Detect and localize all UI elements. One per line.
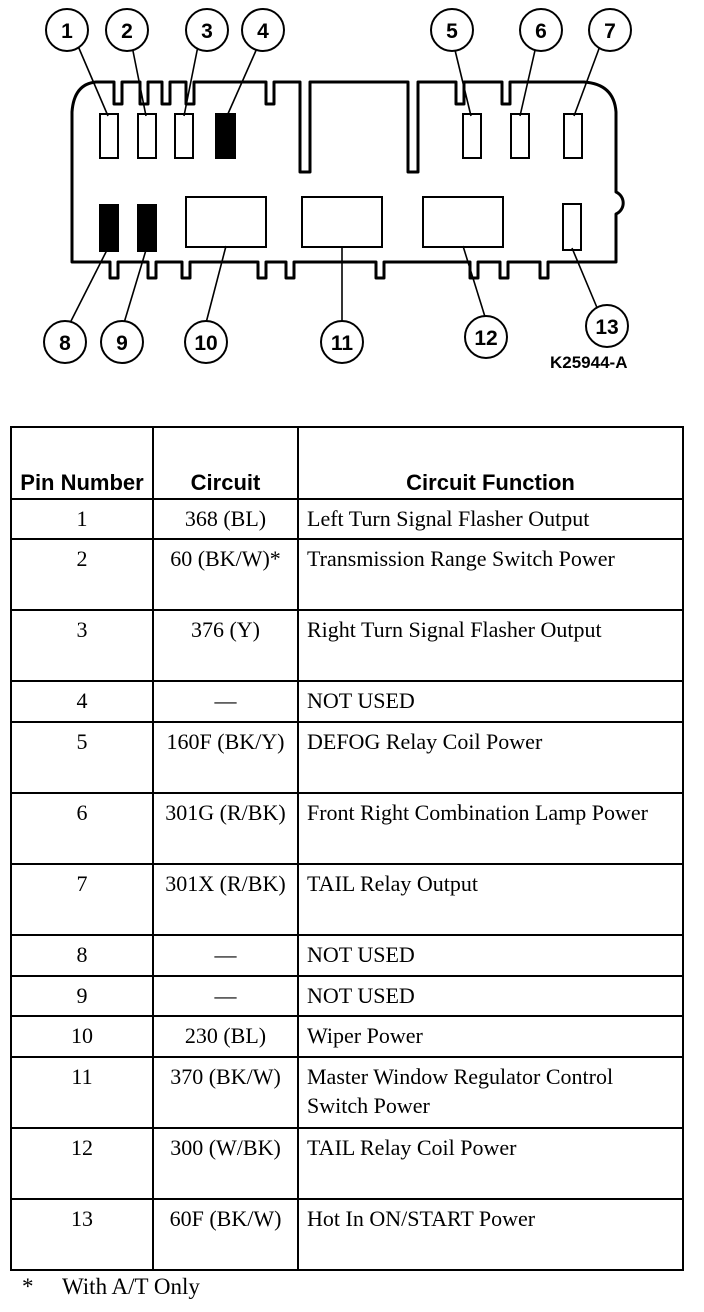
cell-pin: 1 — [11, 499, 153, 539]
callout-9: 9 — [116, 332, 128, 355]
cell-pin: 10 — [11, 1016, 153, 1057]
cell-function: Wiper Power — [298, 1016, 683, 1057]
table-row — [11, 1128, 683, 1199]
terminal-2 — [138, 114, 156, 158]
callout-10: 10 — [194, 332, 218, 355]
cell-circuit: 301G (R/BK) — [153, 793, 298, 864]
terminal-9 — [138, 205, 156, 251]
callout-1: 1 — [61, 20, 73, 43]
terminal-7 — [564, 114, 582, 158]
table-row — [11, 681, 683, 722]
figure-id: K25944-A — [550, 353, 628, 372]
callout-13: 13 — [595, 316, 619, 339]
table-row — [11, 1016, 683, 1057]
header-circuit: Circuit — [153, 427, 298, 499]
callout-2: 2 — [121, 20, 133, 43]
terminal-4 — [216, 114, 235, 158]
terminal-13 — [563, 204, 581, 250]
callout-7: 7 — [604, 20, 616, 43]
terminal-1 — [100, 114, 118, 158]
table-row — [11, 539, 683, 610]
cell-pin: 7 — [11, 864, 153, 935]
cell-pin: 5 — [11, 722, 153, 793]
cell-circuit: — — [153, 976, 298, 1016]
footnote-text: With A/T Only — [62, 1274, 200, 1299]
terminal-8 — [100, 205, 118, 251]
cell-circuit: 370 (BK/W) — [153, 1057, 298, 1128]
cell-pin: 13 — [11, 1199, 153, 1270]
table-row — [11, 499, 683, 539]
cell-pin: 3 — [11, 610, 153, 681]
cell-pin: 2 — [11, 539, 153, 610]
table-row — [11, 976, 683, 1016]
cell-pin: 4 — [11, 681, 153, 722]
cell-circuit: 301X (R/BK) — [153, 864, 298, 935]
callout-circles — [44, 9, 631, 363]
cell-circuit: 60 (BK/W)* — [153, 539, 298, 610]
cell-function: Transmission Range Switch Power — [298, 539, 683, 610]
cell-function: NOT USED — [298, 976, 683, 1016]
footnote — [22, 1274, 200, 1300]
cell-circuit: 368 (BL) — [153, 499, 298, 539]
table-row — [11, 610, 683, 681]
pin-table — [10, 426, 684, 1271]
cell-pin: 9 — [11, 976, 153, 1016]
cell-function: Left Turn Signal Flasher Output — [298, 499, 683, 539]
cell-circuit: 160F (BK/Y) — [153, 722, 298, 793]
cell-pin: 12 — [11, 1128, 153, 1199]
table-row — [11, 1199, 683, 1270]
table-row — [11, 1057, 683, 1128]
cell-function: TAIL Relay Output — [298, 864, 683, 935]
table-row — [11, 793, 683, 864]
cell-circuit: 60F (BK/W) — [153, 1199, 298, 1270]
terminal-3 — [175, 114, 193, 158]
table-row — [11, 864, 683, 935]
cell-function: Right Turn Signal Flasher Output — [298, 610, 683, 681]
callout-12: 12 — [474, 327, 498, 350]
terminal-5 — [463, 114, 481, 158]
cell-circuit: — — [153, 935, 298, 976]
cell-function: DEFOG Relay Coil Power — [298, 722, 683, 793]
cell-function: Hot In ON/START Power — [298, 1199, 683, 1270]
cell-function: NOT USED — [298, 935, 683, 976]
callout-5: 5 — [446, 20, 458, 43]
callout-4: 4 — [257, 20, 269, 43]
cell-function: Master Window Regulator Control Switch Power — [298, 1057, 683, 1128]
terminal-6 — [511, 114, 529, 158]
cell-circuit: 376 (Y) — [153, 610, 298, 681]
callout-8: 8 — [59, 332, 71, 355]
cell-function: NOT USED — [298, 681, 683, 722]
header-circuit-function: Circuit Function — [298, 427, 683, 499]
terminal-10 — [186, 197, 266, 247]
cell-circuit: — — [153, 681, 298, 722]
cell-function: Front Right Combination Lamp Power — [298, 793, 683, 864]
cell-pin: 8 — [11, 935, 153, 976]
table-header-row — [11, 427, 683, 499]
cell-pin: 11 — [11, 1057, 153, 1128]
callout-6: 6 — [535, 20, 547, 43]
terminal-12 — [423, 197, 503, 247]
cell-pin: 6 — [11, 793, 153, 864]
callout-11: 11 — [330, 332, 354, 355]
cell-circuit: 300 (W/BK) — [153, 1128, 298, 1199]
cell-circuit: 230 (BL) — [153, 1016, 298, 1057]
cell-function: TAIL Relay Coil Power — [298, 1128, 683, 1199]
table-row — [11, 722, 683, 793]
terminal-11 — [302, 197, 382, 247]
table-row — [11, 935, 683, 976]
header-pin-number: Pin Number — [11, 427, 153, 499]
footnote-mark: * — [22, 1274, 34, 1299]
connector-diagram — [0, 0, 704, 390]
callout-3: 3 — [201, 20, 213, 43]
